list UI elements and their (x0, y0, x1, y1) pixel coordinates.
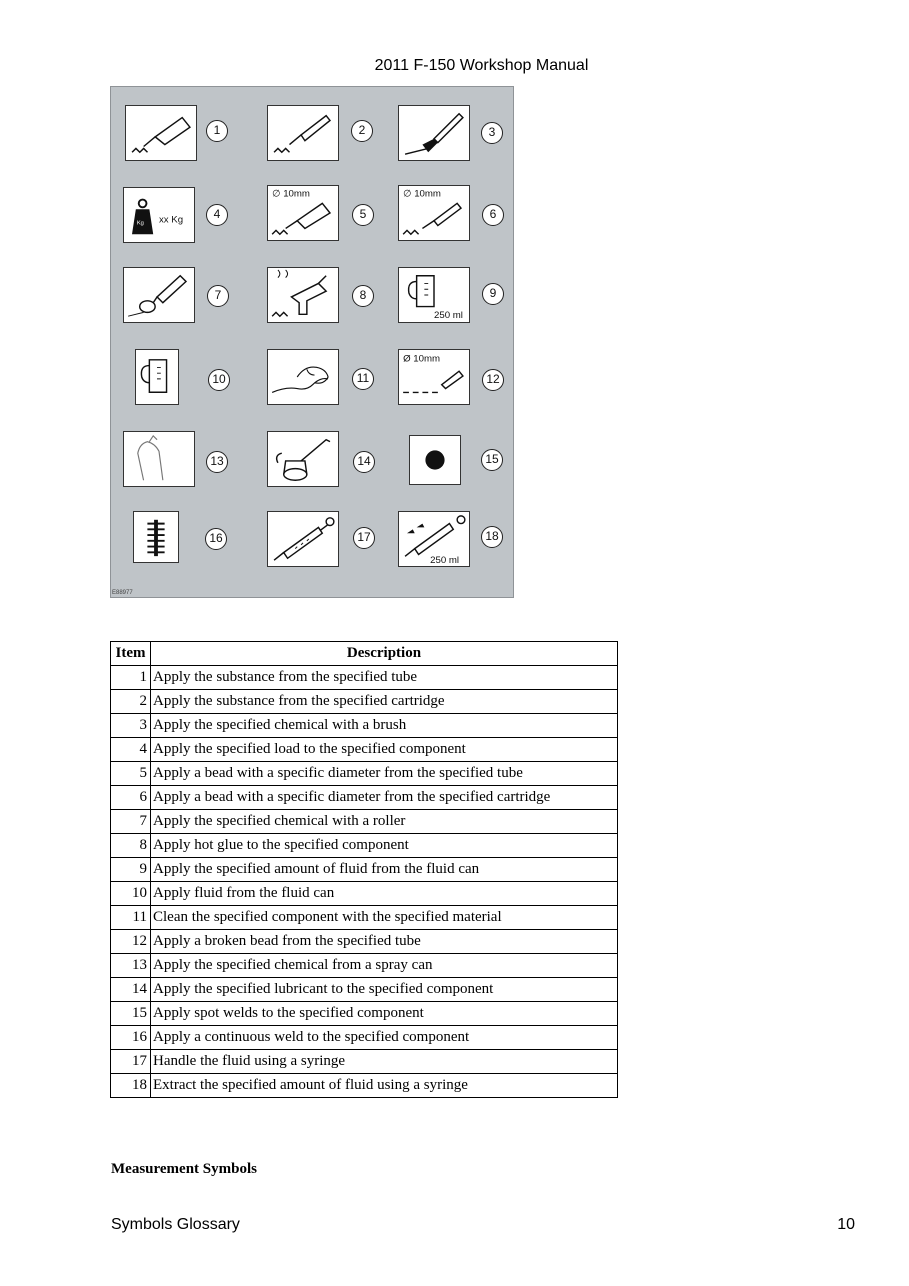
page-header-title: 2011 F-150 Workshop Manual (374, 57, 589, 74)
measuring-jug-icon (398, 267, 470, 323)
hot-glue-gun-icon (267, 267, 339, 323)
table-row (111, 666, 618, 690)
volume-label: 250 ml (434, 310, 463, 322)
continuous-weld-icon (133, 511, 179, 563)
table-row (111, 954, 618, 978)
item-number: 11 (111, 906, 151, 930)
oil-can-icon (267, 431, 339, 487)
item-number: 3 (111, 714, 151, 738)
table-row (111, 690, 618, 714)
item-number: 18 (111, 1074, 151, 1098)
cartridge-icon (267, 105, 339, 161)
item-number: 7 (111, 810, 151, 834)
item-description: Apply a bead with a specific diameter from the specified cartridge (151, 786, 618, 810)
symbol-number: 5 (352, 204, 374, 226)
table-row (111, 1026, 618, 1050)
symbol-number: 7 (207, 285, 229, 307)
item-number: 9 (111, 858, 151, 882)
item-number: 12 (111, 930, 151, 954)
roller-icon (123, 267, 195, 323)
syringe-icon (267, 511, 339, 567)
item-description: Apply the specified chemical with a roller (151, 810, 618, 834)
symbol-number: 4 (206, 204, 228, 226)
item-description: Apply hot glue to the specified component (151, 834, 618, 858)
tube-bead-icon (267, 185, 339, 241)
item-description: Handle the fluid using a syringe (151, 1050, 618, 1074)
page-number: 10 (837, 1216, 855, 1233)
item-description: Apply spot welds to the specified component (151, 1002, 618, 1026)
item-number: 17 (111, 1050, 151, 1074)
symbols-table (110, 641, 618, 1098)
item-description: Apply the substance from the specified tube (151, 666, 618, 690)
table-row (111, 738, 618, 762)
table-row (111, 834, 618, 858)
item-description: Apply fluid from the fluid can (151, 882, 618, 906)
symbol-number: 1 (206, 120, 228, 142)
item-description: Apply the specified load to the specified component (151, 738, 618, 762)
tube-icon (125, 105, 197, 161)
symbol-number: 8 (352, 285, 374, 307)
item-description: Apply the specified lubricant to the specified component (151, 978, 618, 1002)
table-row (111, 1002, 618, 1026)
item-number: 1 (111, 666, 151, 690)
figure-id: E88977 (112, 590, 133, 596)
table-row (111, 810, 618, 834)
item-number: 2 (111, 690, 151, 714)
section-heading: Measurement Symbols (111, 1161, 257, 1177)
table-row (111, 714, 618, 738)
diameter-label: ∅ 10mm (403, 188, 441, 200)
symbol-number: 18 (481, 526, 503, 548)
cartridge-bead-icon (398, 185, 470, 241)
diameter-label: ∅ 10mm (272, 188, 310, 200)
syringe-extract-icon (398, 511, 470, 567)
table-row (111, 930, 618, 954)
column-header-description: Description (151, 642, 618, 666)
item-description: Extract the specified amount of fluid using a syringe (151, 1074, 618, 1098)
item-description: Apply a bead with a specific diameter from the specified tube (151, 762, 618, 786)
item-number: 13 (111, 954, 151, 978)
item-description: Apply the specified chemical with a brush (151, 714, 618, 738)
table-row (111, 1074, 618, 1098)
broken-bead-icon (398, 349, 470, 405)
item-number: 4 (111, 738, 151, 762)
weight-icon (123, 187, 195, 243)
table-row (111, 1050, 618, 1074)
item-description: Apply the substance from the specified cartridge (151, 690, 618, 714)
table-row (111, 906, 618, 930)
table-header-row (111, 642, 618, 666)
item-number: 10 (111, 882, 151, 906)
footer-section-title: Symbols Glossary (111, 1216, 240, 1233)
cleaning-hands-icon (267, 349, 339, 405)
item-number: 14 (111, 978, 151, 1002)
spray-can-icon (123, 431, 195, 487)
symbol-number: 12 (482, 369, 504, 391)
symbol-number: 14 (353, 451, 375, 473)
table-row (111, 786, 618, 810)
item-number: 15 (111, 1002, 151, 1026)
spot-weld-icon (409, 435, 461, 485)
brush-icon (398, 105, 470, 161)
weight-tag: Kg (136, 220, 144, 227)
symbol-number: 15 (481, 449, 503, 471)
item-description: Clean the specified component with the specified material (151, 906, 618, 930)
item-description: Apply a broken bead from the specified tube (151, 930, 618, 954)
symbol-number: 9 (482, 283, 504, 305)
table-row (111, 762, 618, 786)
weight-label: xx Kg (159, 214, 184, 226)
item-number: 16 (111, 1026, 151, 1050)
symbol-number: 11 (352, 368, 374, 390)
volume-label: 250 ml (430, 555, 460, 566)
item-description: Apply a continuous weld to the specified component (151, 1026, 618, 1050)
table-row (111, 882, 618, 906)
symbol-number: 16 (205, 528, 227, 550)
item-number: 6 (111, 786, 151, 810)
symbol-number: 13 (206, 451, 228, 473)
column-header-item: Item (111, 642, 151, 666)
item-description: Apply the specified amount of fluid from the fluid can (151, 858, 618, 882)
symbol-number: 2 (351, 120, 373, 142)
symbol-number: 6 (482, 204, 504, 226)
table-row (111, 858, 618, 882)
fluid-can-icon (135, 349, 179, 405)
symbol-number: 17 (353, 527, 375, 549)
diameter-label: Ø 10mm (403, 353, 441, 365)
item-number: 5 (111, 762, 151, 786)
symbol-number: 10 (208, 369, 230, 391)
item-description: Apply the specified chemical from a spray can (151, 954, 618, 978)
symbol-number: 3 (481, 122, 503, 144)
table-row (111, 978, 618, 1002)
symbols-figure (110, 86, 514, 598)
item-number: 8 (111, 834, 151, 858)
